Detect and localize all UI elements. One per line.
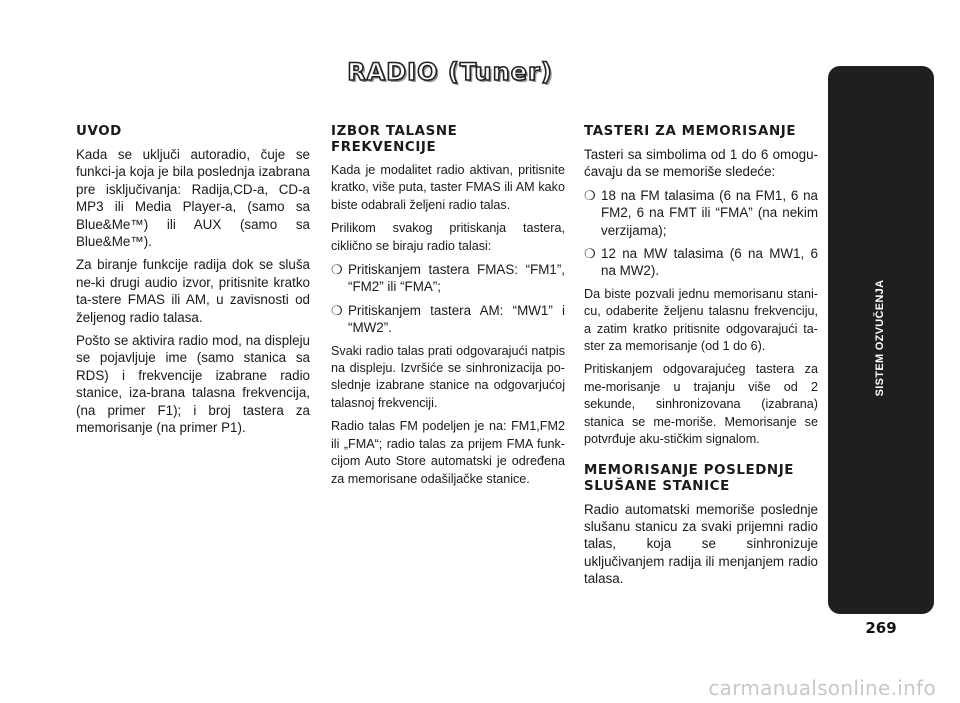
bullet-text: 12 na MW talasima (6 na MW1, 6 na MW2). bbox=[601, 246, 818, 279]
bullet-circle-icon: ❍ bbox=[584, 187, 596, 203]
paragraph: Pritiskanjem odgovarajućeg tastera za me-morisanje u trajanju više od 2 sekunde, sinhronizovana (izabrana) stanica se me-moriše. Memorisanje se potvrđuje aku-stičkim signalom. bbox=[584, 362, 818, 447]
paragraph: Za biranje funkcije radija dok se sluša ne-ki drugi audio izvor, pritisnite kratko ta-stere FMAS ili AM, u zavisnosti od željenog radio talasa. bbox=[76, 257, 310, 325]
paragraph: Radio automatski memoriše poslednje slušanu stanicu za svaki prijemni radio talas, koja se sinhronizuje uključivanjem radija ili menjanjem radio talasa. bbox=[584, 501, 818, 587]
bullet-circle-icon: ❍ bbox=[331, 262, 343, 278]
paragraph: Prilikom svakog pritiskanja tastera, ciklično se biraju radio talasi: bbox=[331, 221, 565, 253]
bullet-text: 18 na FM talasima (6 na FM1, 6 na FM2, 6 na FMT ili “FMA” (na nekim verzijama); bbox=[601, 187, 818, 238]
section-heading-memorisanje-poslednje: MEMORISANJE POSLEDNJE SLUŠANE STANICE bbox=[584, 462, 795, 494]
section-heading-izbor-talasne-frekvencije: IZBOR TALASNE FREKVENCIJE bbox=[331, 124, 458, 155]
paragraph: Da biste pozvali jednu memorisanu stani-cu, odaberite željenu talasnu frekvenciju, a zatim kratko pritisnite odgovarajući ta-ster za memorisanje (od 1 do 6). bbox=[584, 286, 818, 354]
paragraph: Radio talas FM podeljen je na: FM1,FM2 ili „FMA“; radio talas za prijem FMA funk-cijom Auto Store automatski je određena za memorisane odašiljačke stanice. bbox=[331, 419, 565, 486]
paragraph: Svaki radio talas prati odgovarajući natpis na displeju. Izvršiće se sinhronizacija po-slednje izabrane stanice na odgovarjućoj talasnoj frekvenciji. bbox=[331, 343, 565, 410]
watermark: carmanualsonline.info bbox=[708, 676, 936, 700]
bullet-circle-icon: ❍ bbox=[331, 302, 343, 318]
bullet-item bbox=[331, 261, 565, 296]
paragraph: Tasteri sa simbolima od 1 do 6 omogu-ćavaju da se memoriše sledeće: bbox=[584, 147, 818, 180]
bullet-text: Pritiskanjem tastera FMAS: “FM1”, “FM2” ili “FMA”; bbox=[348, 262, 565, 295]
section-heading-tasteri-za-memorisanje: TASTERI ZA MEMORISANJE bbox=[584, 124, 797, 139]
bullet-item bbox=[584, 245, 818, 280]
bullet-item bbox=[584, 187, 818, 239]
column-memory-buttons bbox=[584, 124, 818, 594]
page-title: RADIO (Tuner) bbox=[347, 58, 553, 86]
paragraph: Kada se uključi autoradio, čuje se funkci-ja koja je bila poslednja izabrana pre isključivanja: Radija,CD-a, CD-a MP3 ili Media Player-a, (samo sa Blue&Me™) ili AUX (samo sa Blue&Me™). bbox=[76, 147, 310, 250]
paragraph: Pošto se aktivira radio mod, na displeju se pojavljuje ime (samo stanica sa RDS) i frekvencije izabrane radio stanice, iza-brana talasna frekvencija, (na primer F1); i broj tastera za memorisanje (na primer P1). bbox=[76, 333, 310, 436]
bullet-text: Pritiskanjem tastera AM: “MW1” i “MW2”. bbox=[348, 302, 565, 336]
column-intro bbox=[76, 124, 310, 443]
paragraph: Kada je modalitet radio aktivan, pritisnite kratko, više puta, taster FMAS ili AM kako biste odabrali željeni radio talas. bbox=[331, 163, 565, 212]
section-heading-uvod: UVOD bbox=[76, 124, 122, 139]
bullet-circle-icon: ❍ bbox=[584, 246, 596, 262]
chapter-tab-label: SISTEM OZVUČENJA bbox=[874, 279, 886, 397]
column-wave-selection bbox=[331, 124, 565, 494]
page-number: 269 bbox=[865, 619, 897, 637]
bullet-item bbox=[331, 302, 565, 337]
